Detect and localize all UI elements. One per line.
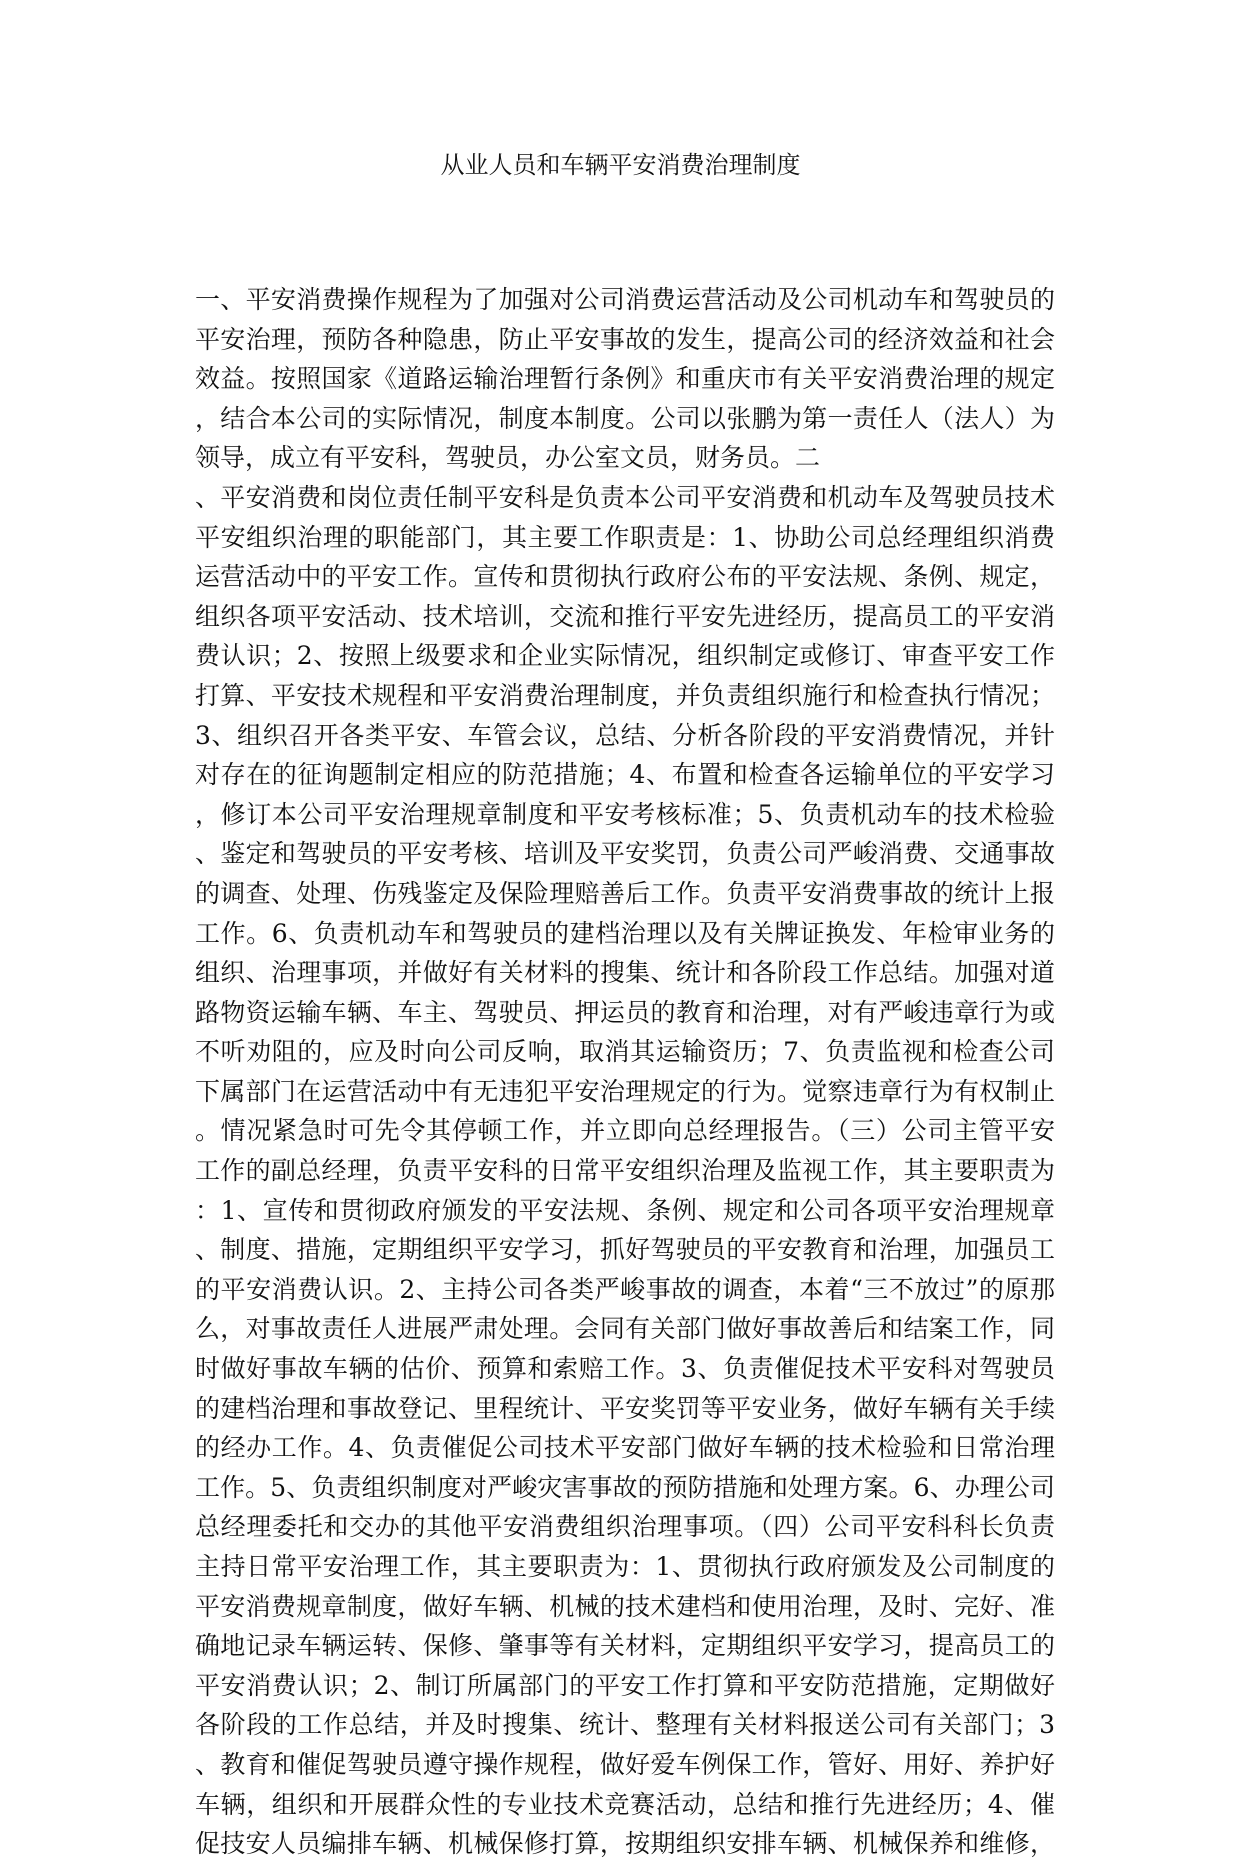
body-text-line: 工作。5、负责组织制度对严峻灾害事故的预防措施和处理方案。6、办理公司 (195, 1472, 1055, 1502)
body-text-line: 、平安消费和岗位责任制平安科是负责本公司平安消费和机动车及驾驶员技术 (195, 482, 1055, 512)
body-text-line: 领导，成立有平安科，驾驶员，办公室文员，财务员。二 (195, 443, 821, 473)
body-text-line: 平安组织治理的职能部门，其主要工作职责是：1、协助公司总经理组织消费 (195, 522, 1055, 552)
body-text-line: 打算、平安技术规程和平安消费治理制度，并负责组织施行和检查执行情况； (195, 680, 1055, 710)
body-text-line: ，修订本公司平安治理规章制度和平安考核标准；5、负责机动车的技术检验 (195, 799, 1055, 829)
body-text-line: 总经理委托和交办的其他平安消费组织治理事项。（四）公司平安科科长负责 (195, 1512, 1055, 1542)
body-text-line: 效益。按照国家《道路运输治理暂行条例》和重庆市有关平安消费治理的规定 (195, 364, 1055, 394)
body-text-line: 平安消费认识；2、制订所属部门的平安工作打算和平安防范措施，定期做好 (195, 1670, 1055, 1700)
body-text-line: 主持日常平安治理工作，其主要职责为：1、贯彻执行政府颁发及公司制度的 (195, 1552, 1055, 1581)
body-text-line: 运营活动中的平安工作。宣传和贯彻执行政府公布的平安法规、条例、规定， (195, 562, 1055, 592)
body-text-line: 平安消费规章制度，做好车辆、机械的技术建档和使用治理，及时、完好、准 (195, 1591, 1055, 1621)
body-text-line: 的平安消费认识。2、主持公司各类严峻事故的调查，本着“三不放过”的原那 (195, 1274, 1055, 1304)
body-text-line: 、制度、措施，定期组织平安学习，抓好驾驶员的平安教育和治理，加强员工 (195, 1235, 1055, 1265)
body-text-line: 费认识；2、按照上级要求和企业实际情况，组织制定或修订、审查平安工作 (195, 641, 1055, 671)
body-text-line: 车辆，组织和开展群众性的专业技术竞赛活动，总结和推行先进经历；4、催 (195, 1789, 1055, 1819)
body-text-line: 。情况紧急时可先令其停顿工作，并立即向总经理报告。（三）公司主管平安 (195, 1116, 1055, 1146)
body-text-line: 组织各项平安活动、技术培训，交流和推行平安先进经历，提高员工的平安消 (195, 601, 1055, 631)
body-text-line: 的调查、处理、伤残鉴定及保险理赔善后工作。负责平安消费事故的统计上报 (195, 878, 1055, 908)
body-text-line: 、教育和催促驾驶员遵守操作规程，做好爱车例保工作，管好、用好、养护好 (195, 1749, 1055, 1779)
body-text-line: ：1、宣传和贯彻政府颁发的平安法规、条例、规定和公司各项平安治理规章 (195, 1195, 1055, 1225)
body-text-line: 确地记录车辆运转、保修、肇事等有关材料，定期组织平安学习，提高员工的 (195, 1631, 1055, 1661)
body-text-line: 时做好事故车辆的估价、预算和索赔工作。3、负责催促技术平安科对驾驶员 (195, 1354, 1055, 1384)
body-text-line: 促技安人员编排车辆、机械保修打算，按期组织安排车辆、机械保养和维修， (195, 1829, 1055, 1859)
body-text-line: 工作。6、负责机动车和驾驶员的建档治理以及有关牌证换发、年检审业务的 (195, 918, 1055, 948)
body-text-line: 组织、治理事项，并做好有关材料的搜集、统计和各阶段工作总结。加强对道 (195, 958, 1055, 988)
body-text-line: 一、平安消费操作规程为了加强对公司消费运营活动及公司机动车和驾驶员的 (195, 285, 1055, 314)
body-text-line: 工作的副总经理，负责平安科的日常平安组织治理及监视工作，其主要职责为 (195, 1156, 1055, 1186)
body-text-line: 各阶段的工作总结，并及时搜集、统计、整理有关材料报送公司有关部门；3 (195, 1710, 1055, 1740)
document-body (195, 280, 1055, 1864)
body-text-line: 不听劝阻的，应及时向公司反响，取消其运输资历；7、负责监视和检查公司 (195, 1037, 1055, 1067)
body-text-line: ，结合本公司的实际情况，制度本制度。公司以张鹏为第一责任人（法人）为 (195, 403, 1055, 433)
document-title: 从业人员和车辆平安消费治理制度 (440, 151, 801, 179)
body-text-line: 么，对事故责任人进展严肃处理。会同有关部门做好事故善后和结案工作，同 (195, 1314, 1055, 1344)
body-text-line: 的经办工作。4、负责催促公司技术平安部门做好车辆的技术检验和日常治理 (195, 1433, 1055, 1463)
body-text-line: 、鉴定和驾驶员的平安考核、培训及平安奖罚，负责公司严峻消费、交通事故 (195, 839, 1055, 869)
body-text-line: 的建档治理和事故登记、里程统计、平安奖罚等平安业务，做好车辆有关手续 (195, 1393, 1055, 1423)
body-text-line: 路物资运输车辆、车主、驾驶员、押运员的教育和治理，对有严峻违章行为或 (195, 997, 1055, 1027)
body-text-line: 对存在的征询题制定相应的防范措施；4、布置和检查各运输单位的平安学习 (195, 760, 1055, 790)
body-text-line: 平安治理，预防各种隐患，防止平安事故的发生，提高公司的经济效益和社会 (195, 324, 1055, 354)
body-text-line: 3、组织召开各类平安、车管会议，总结、分析各阶段的平安消费情况，并针 (195, 720, 1055, 750)
body-text-line: 下属部门在运营活动中有无违犯平安治理规定的行为。觉察违章行为有权制止 (195, 1076, 1055, 1106)
